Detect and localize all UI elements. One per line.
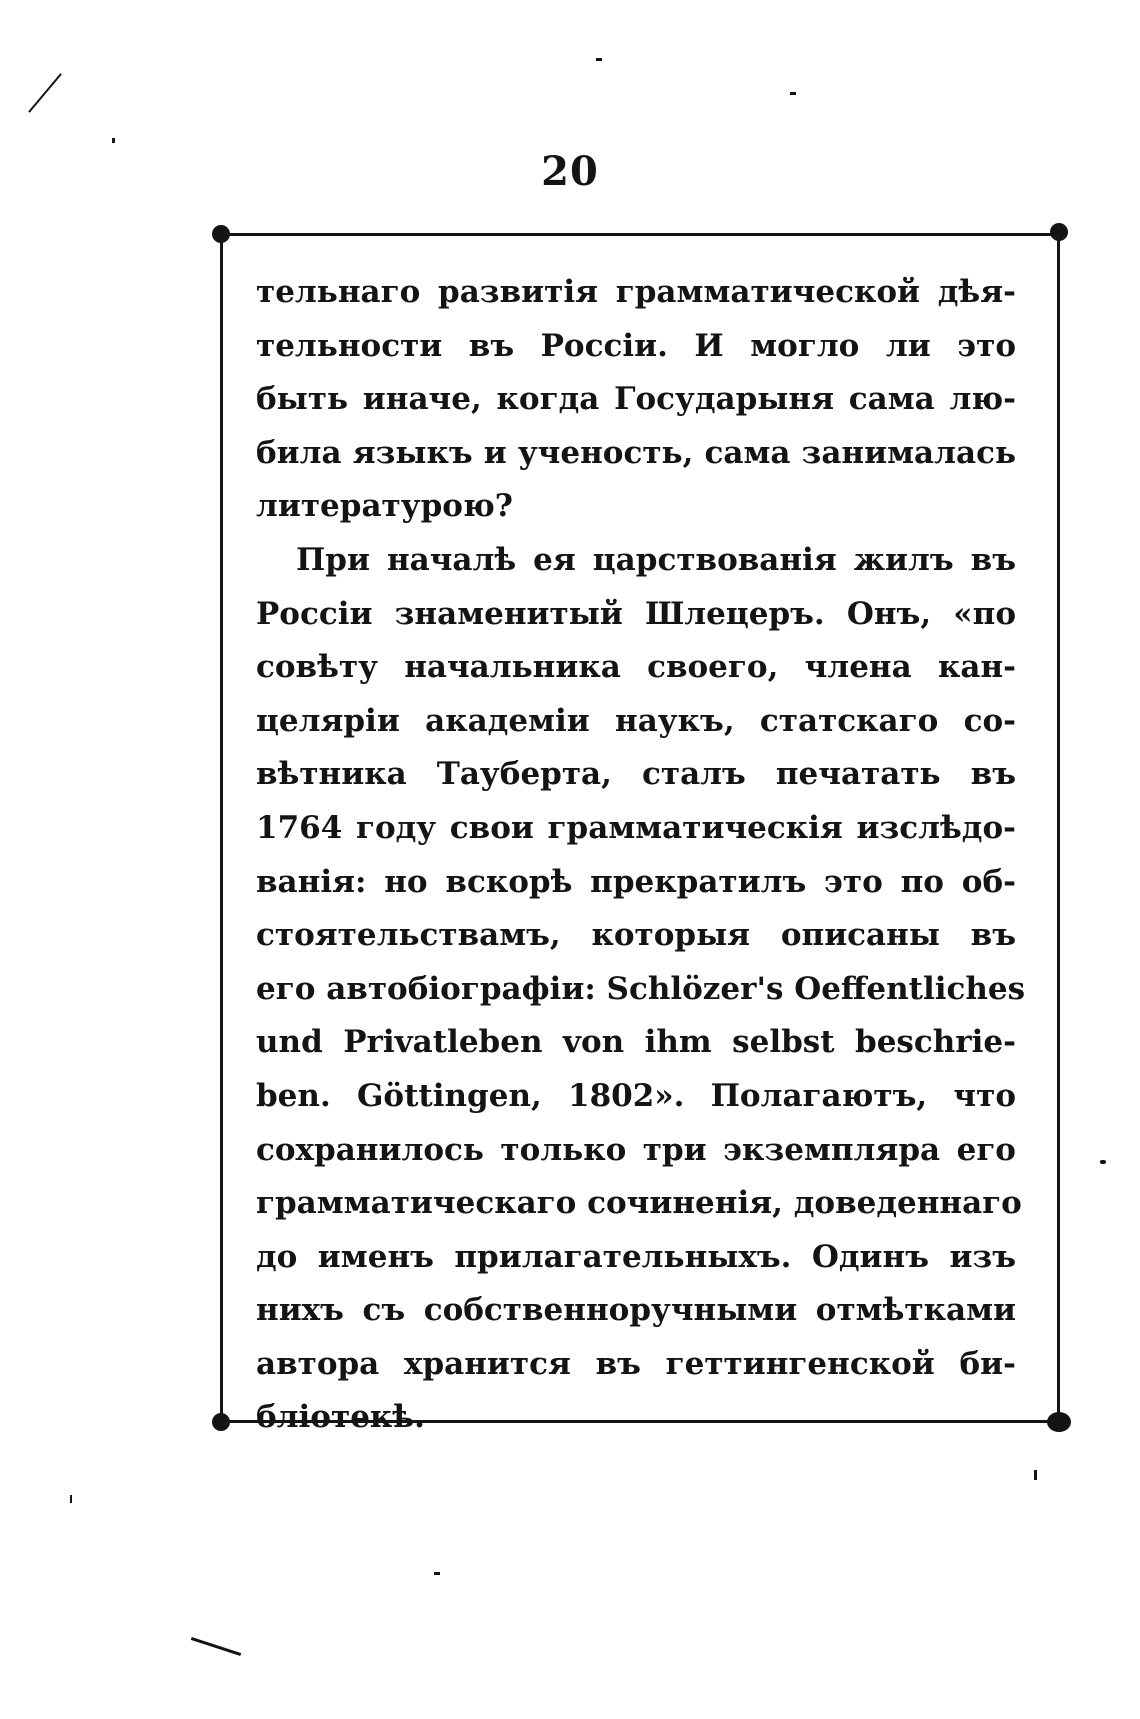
scan-speck xyxy=(1100,1160,1106,1164)
frame-corner-ornament xyxy=(1050,223,1068,241)
text-line: вѣтника Тауберта, сталъ печатать въ xyxy=(256,756,1016,793)
paragraph-2 xyxy=(256,534,1026,1445)
text-line: нихъ съ собственноручными отмѣтками xyxy=(256,1292,1016,1329)
scan-speck xyxy=(790,92,796,95)
text-line: совѣту начальника своего, члена кан- xyxy=(256,649,1016,686)
frame-corner-ornament xyxy=(212,225,230,243)
scan-speck xyxy=(596,58,602,61)
text-line: бліотекѣ. xyxy=(256,1399,425,1436)
scan-speck xyxy=(70,1495,72,1503)
text-line: und Privatleben von ihm selbst beschrie- xyxy=(256,1024,1016,1061)
text-line: грамматическаго сочиненія, доведеннаго xyxy=(256,1185,1022,1222)
frame-corner-ornament xyxy=(1047,1412,1071,1432)
scan-speck xyxy=(434,1572,440,1575)
scan-speck xyxy=(112,138,115,143)
text-line: ben. Göttingen, 1802». Полагаютъ, что xyxy=(256,1077,1016,1114)
text-line: целяріи академіи наукъ, статскаго со- xyxy=(256,702,1016,739)
text-line: Россіи знаменитый Шлецеръ. Онъ, «по xyxy=(256,595,1016,632)
scan-speck xyxy=(191,1637,241,1656)
scan-speck xyxy=(28,73,62,113)
text-line: тельности въ Россіи. И могло ли это xyxy=(256,327,1016,364)
text-line: сохранилось только три экземпляра его xyxy=(256,1131,1016,1168)
body-text xyxy=(256,266,1026,1445)
text-line: быть иначе, когда Государыня сама лю- xyxy=(256,381,1016,418)
scan-speck xyxy=(1034,1470,1037,1480)
text-line: автора хранится въ геттингенской би- xyxy=(256,1345,1016,1382)
frame-corner-ornament xyxy=(212,1413,230,1431)
text-line: била языкъ и ученость, сама занималась xyxy=(256,434,1016,471)
text-line: ванія: но вскорѣ прекратилъ это по об- xyxy=(256,863,1016,900)
text-line: При началѣ ея царствованія жилъ въ xyxy=(296,541,1016,578)
text-line: 1764 году свои грамматическія изслѣдо- xyxy=(256,809,1016,846)
text-line: его автобіографіи: Schlözer's Oeffentliches xyxy=(256,970,1026,1007)
page-number: 20 xyxy=(541,148,599,195)
text-line: литературою? xyxy=(256,488,513,525)
text-line: стоятельствамъ, которыя описаны въ xyxy=(256,917,1016,954)
paragraph-1 xyxy=(256,266,1016,534)
text-line: тельнаго развитія грамматической дѣя- xyxy=(256,274,1016,310)
text-line: до именъ прилагательныхъ. Одинъ изъ xyxy=(256,1238,1016,1275)
